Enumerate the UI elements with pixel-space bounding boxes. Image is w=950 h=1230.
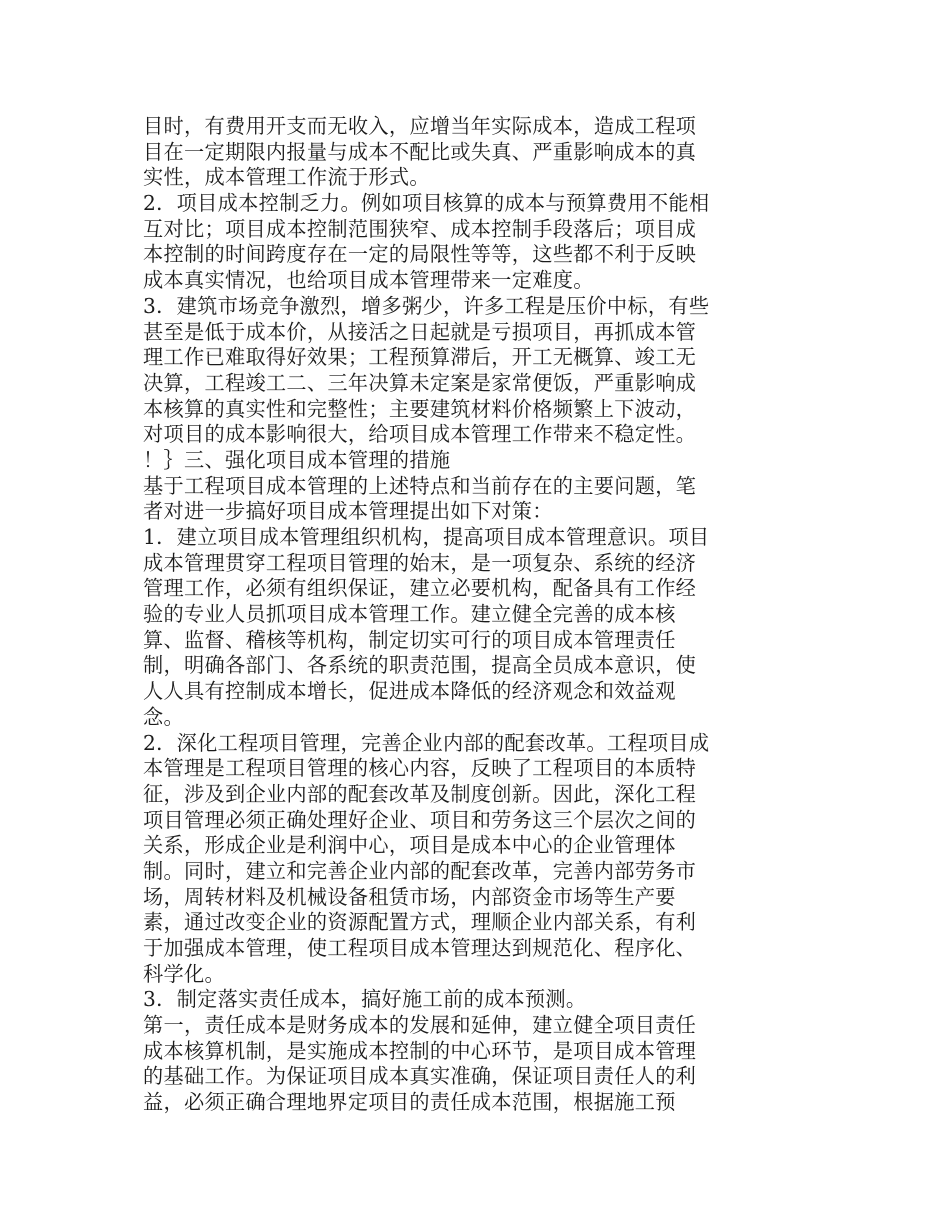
document-body xyxy=(143,114,743,1116)
text-line: 甚至是低于成本价，从接活之日起就是亏损项目，再抓成本管 xyxy=(143,319,697,344)
text-line: 制，明确各部门、各系统的职责范围，提高全员成本意识，使 xyxy=(143,653,697,678)
text-line: 成本管理贯穿工程项目管理的始末，是一项复杂、系统的经济 xyxy=(143,550,697,575)
text-line: 本控制的时间跨度存在一定的局限性等等，这些都不利于反映 xyxy=(143,242,697,267)
text-line: 对项目的成本影响很大，给项目成本管理工作带来不稳定性。 xyxy=(143,422,697,447)
text-line: 的基础工作。为保证项目成本真实准确，保证项目责任人的利 xyxy=(143,1064,697,1089)
text-line: 素，通过改变企业的资源配置方式，理顺企业内部关系，有利 xyxy=(143,910,697,935)
text-line: 目时，有费用开支而无收入，应增当年实际成本，造成工程项 xyxy=(143,114,697,138)
text-line: 1．建立项目成本管理组织机构，提高项目成本管理意识。项目 xyxy=(143,525,710,549)
text-line: 科学化。 xyxy=(143,961,225,986)
text-line: 管理工作，必须有组织保证，建立必要机构，配备具有工作经 xyxy=(143,576,697,601)
text-line: 3．制定落实责任成本，搞好施工前的成本预测。 xyxy=(143,987,587,1012)
text-line: 念。 xyxy=(143,704,184,729)
text-line: 理工作已难取得好效果；工程预算滞后，开工无概算、竣工无 xyxy=(143,345,697,370)
text-line: 2．深化工程项目管理，完善企业内部的配套改革。工程项目成 xyxy=(143,730,710,755)
text-line: 目在一定期限内报量与成本不配比或失真、严重影响成本的真 xyxy=(143,139,697,164)
text-line: 益，必须正确合理地界定项目的责任成本范围，根据施工预 xyxy=(143,1090,676,1115)
text-line: 成本真实情况，也给项目成本管理带来一定难度。 xyxy=(143,268,594,293)
text-line: 第一，责任成本是财务成本的发展和延伸，建立健全项目责任 xyxy=(143,1013,697,1038)
text-line: 实性，成本管理工作流于形式。 xyxy=(143,165,430,190)
text-line: 场，周转材料及机械设备租赁市场，内部资金市场等生产要 xyxy=(143,884,676,909)
text-line: 基于工程项目成本管理的上述特点和当前存在的主要问题，笔 xyxy=(143,473,697,498)
text-line: 征，涉及到企业内部的配套改革及制度创新。因此，深化工程 xyxy=(143,781,697,806)
text-line: 本核算的真实性和完整性；主要建筑材料价格频繁上下波动， xyxy=(143,396,697,421)
text-line: 3．建筑市场竞争激烈，增多粥少，许多工程是压价中标，有些 xyxy=(143,293,710,318)
section-heading: ！｝三、强化项目成本管理的措施 xyxy=(143,447,451,472)
text-line: 于加强成本管理，使工程项目成本管理达到规范化、程序化、 xyxy=(143,936,697,960)
text-line: 验的专业人员抓项目成本管理工作。建立健全完善的成本核 xyxy=(143,602,676,627)
text-line: 成本核算机制，是实施成本控制的中心环节，是项目成本管理 xyxy=(143,1038,697,1063)
text-line: 人人具有控制成本增长，促进成本降低的经济观念和效益观 xyxy=(143,679,676,704)
text-line: 关系，形成企业是利润中心，项目是成本中心的企业管理体 xyxy=(143,833,676,858)
text-line: 本管理是工程项目管理的核心内容，反映了工程项目的本质特 xyxy=(143,756,697,781)
text-line: 决算，工程竣工二、三年决算未定案是家常便饭，严重影响成 xyxy=(143,370,697,395)
text-line: 制。同时，建立和完善企业内部的配套改革，完善内部劳务市 xyxy=(143,858,697,883)
text-line: 项目管理必须正确处理好企业、项目和劳务这三个层次之间的 xyxy=(143,807,697,832)
text-line: 互对比；项目成本控制范围狭窄、成本控制手段落后；项目成 xyxy=(143,216,697,241)
text-line: 算、监督、稽核等机构，制定切实可行的项目成本管理责任 xyxy=(143,627,676,652)
text-line: 者对进一步搞好项目成本管理提出如下对策： xyxy=(143,499,553,524)
text-line: 2．项目成本控制乏力。例如项目核算的成本与预算费用不能相 xyxy=(143,191,710,216)
